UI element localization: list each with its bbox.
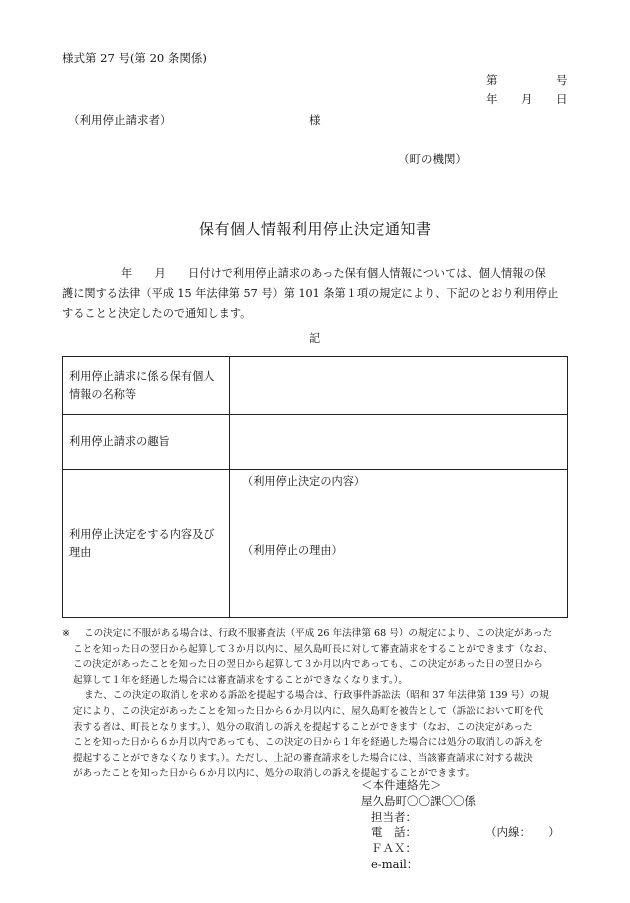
contact-person: 担当者：	[371, 810, 417, 824]
note-p2-line: 定により、この決定があったことを知った日から６か月以内に、屋久島町を被告として（訴訟において町を代	[73, 706, 543, 717]
body-line-2: 護に関する法律（平成 15 年法律第 57 号）第 101 条第１項の規定により、下記のとおり利用停止	[62, 287, 559, 300]
note-p2-line: 提起することができなくなります。）。ただし、上記の審査請求をした場合には、当該審査請求に対する裁決	[73, 752, 533, 764]
row2-label: 利用停止請求の趣旨	[63, 415, 230, 470]
date-day: 日	[556, 92, 568, 106]
details-table	[62, 356, 568, 618]
document-title: 保有個人情報利用停止決定通知書	[199, 220, 432, 238]
body-line-1: 年 月 日付けで利用停止請求のあった保有個人情報については、個人情報の保	[121, 267, 546, 280]
note-mark: ※	[62, 628, 71, 639]
ki-mark: 記	[309, 332, 321, 345]
issuer: （町の機関）	[398, 152, 467, 166]
number-suffix: 号	[556, 73, 568, 87]
note-p2-line: また、この決定の取消しを求める訴訟を提起する場合は、行政事件訴訟法（昭和 37 年法律第 139 号）の規	[84, 690, 549, 702]
recipient-label: （利用停止請求者）	[68, 113, 172, 127]
date-year: 年	[486, 92, 498, 106]
contact-extension: （内線： ）	[485, 825, 560, 839]
table-row	[63, 415, 568, 470]
row3-sub-content: （利用停止決定の内容）	[242, 475, 366, 488]
note-p2-line: があったことを知った日から６か月以内に、処分の取消しの訴えを提起することができます。	[73, 768, 476, 780]
note-p1-line: ことを知った日の翌日から起算して３か月以内に、屋久島町長に対して審査請求をすることができます（なお、	[73, 643, 553, 655]
note-p1-line: この決定があったことを知った日の翌日から起算して３か月以内であっても、この決定があった日の翌日から	[73, 659, 543, 671]
table-row	[63, 357, 568, 415]
row3-sub-reason: （利用停止の理由）	[242, 544, 343, 557]
recipient-honorific: 様	[309, 113, 321, 127]
row1-value	[230, 357, 568, 415]
row3-value	[230, 470, 568, 618]
number-prefix: 第	[486, 73, 498, 87]
note-p1-line: この決定に不服がある場合は、行政不服審査法（平成 26 年法律第 68 号）の規定により、この決定があった	[84, 628, 553, 639]
contact-email: e-mail：	[371, 857, 419, 871]
form-id: 様式第 27 号(第 20 条関係)	[62, 51, 207, 65]
contact-phone: 電 話：	[371, 825, 417, 839]
note-p2-line: ことを知った日から６か月以内であっても、この決定の日から１年を経過した場合には処分の取消しの訴えを	[73, 737, 543, 749]
contact-dept: 屋久島町〇〇課〇〇係	[361, 794, 476, 808]
row1-label: 利用停止請求に係る保有個人情報の名称等	[63, 357, 230, 415]
date-month: 月	[521, 92, 533, 106]
table-row	[63, 470, 568, 618]
note-p1-line: 起算して１年を経過した場合には審査請求をすることができなくなります。）。	[73, 674, 409, 686]
contact-heading: ＜本件連絡先＞	[361, 778, 442, 792]
body-line-3: することと決定したので通知します。	[62, 307, 252, 320]
contact-fax: ＦＡＸ：	[371, 841, 417, 855]
row2-value	[230, 415, 568, 470]
note-p2-line: 表する者は、町長となります。）、処分の取消しの訴えを提起することができます（なお、この決定があった	[73, 721, 533, 733]
row3-label: 利用停止決定をする内容及び理由	[63, 470, 230, 618]
